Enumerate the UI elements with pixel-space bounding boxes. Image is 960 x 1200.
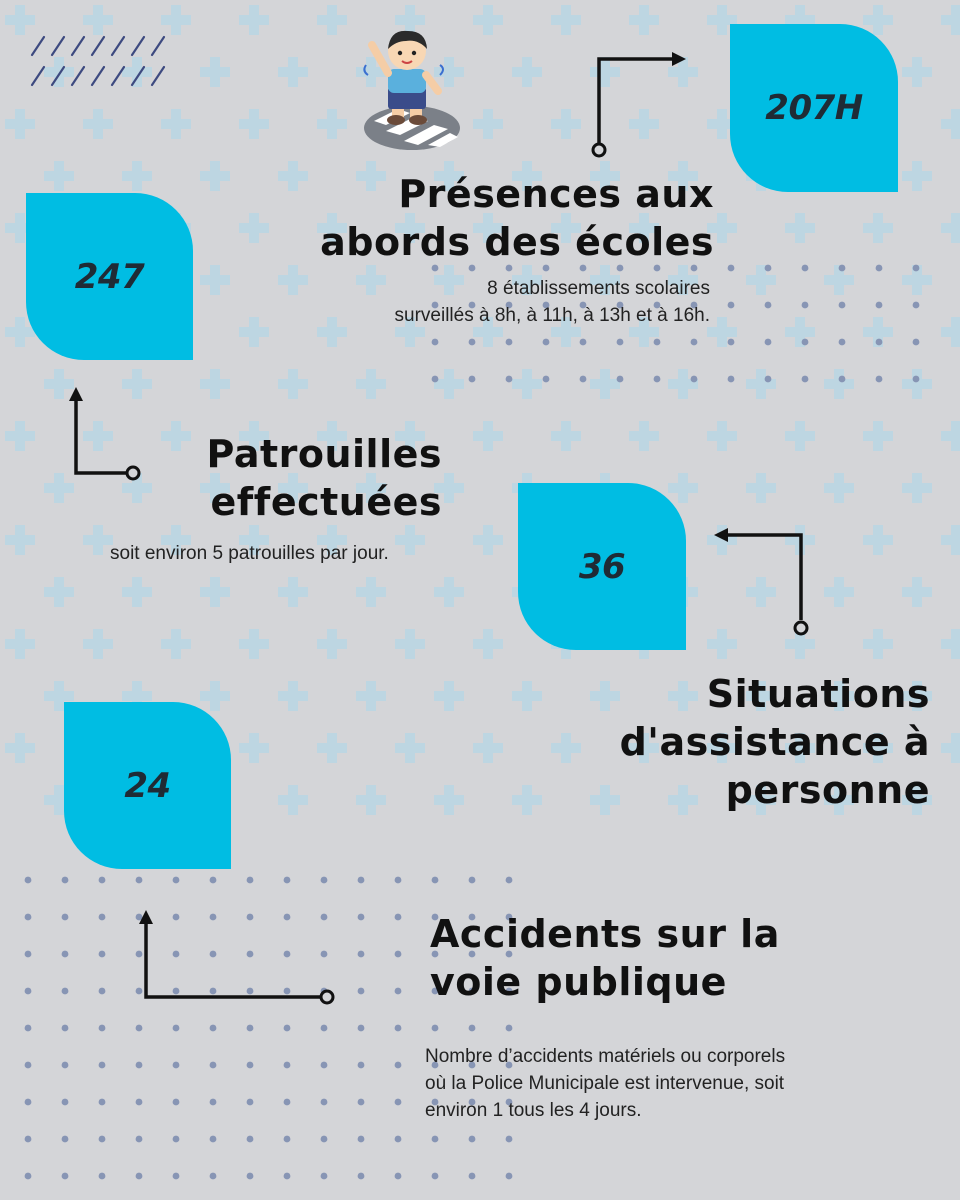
plus-mark <box>356 681 386 711</box>
description-line: Nombre d’accidents matériels ou corporels <box>425 1046 786 1067</box>
dot-mark <box>173 1025 180 1032</box>
title-line: Patrouilles <box>206 432 442 476</box>
dot-mark <box>432 376 439 383</box>
stat-title-patrols <box>206 430 442 526</box>
dot-mark <box>284 877 291 884</box>
dot-mark <box>839 376 846 383</box>
child-crossing-crosswalk-illustration <box>358 25 470 153</box>
stat-description-school-presence <box>395 275 710 329</box>
dot-mark <box>728 339 735 346</box>
dot-mark <box>358 951 365 958</box>
dot-mark <box>136 1173 143 1180</box>
dot-mark <box>99 914 106 921</box>
dot-mark <box>25 914 32 921</box>
dot-mark <box>913 265 920 272</box>
plus-mark <box>5 525 35 555</box>
dot-mark <box>395 877 402 884</box>
plus-mark <box>434 785 464 815</box>
dot-mark <box>210 1099 217 1106</box>
dot-mark <box>25 1099 32 1106</box>
dot-mark <box>99 1173 106 1180</box>
dot-mark <box>506 1173 513 1180</box>
dot-mark <box>247 877 254 884</box>
dot-mark <box>62 1062 69 1069</box>
dot-mark <box>432 877 439 884</box>
dot-mark <box>506 1136 513 1143</box>
dot-mark <box>913 339 920 346</box>
dot-mark <box>210 877 217 884</box>
dot-mark <box>580 376 587 383</box>
plus-mark <box>161 629 191 659</box>
plus-mark <box>746 265 776 295</box>
dot-mark <box>839 339 846 346</box>
plus-mark <box>278 369 308 399</box>
plus-mark <box>473 733 503 763</box>
stat-box-patrols <box>26 193 193 360</box>
plus-mark <box>278 681 308 711</box>
stat-box-school-presence <box>730 24 898 192</box>
dot-mark <box>543 376 550 383</box>
dot-mark <box>247 1099 254 1106</box>
stat-value: 36 <box>578 546 626 587</box>
dot-mark <box>876 376 883 383</box>
plus-mark <box>473 5 503 35</box>
description-line: surveillés à 8h, à 11h, à 13h et à 16h. <box>394 305 710 326</box>
plus-mark <box>83 109 113 139</box>
dot-mark <box>506 339 513 346</box>
plus-mark <box>746 473 776 503</box>
plus-mark <box>473 629 503 659</box>
title-line: Présences aux <box>398 172 714 216</box>
dot-mark <box>358 1062 365 1069</box>
dot-mark <box>432 1025 439 1032</box>
plus-mark <box>239 733 269 763</box>
plus-mark <box>512 785 542 815</box>
dot-mark <box>654 376 661 383</box>
dot-mark <box>839 302 846 309</box>
dot-mark <box>839 265 846 272</box>
dot-mark <box>469 339 476 346</box>
plus-mark <box>629 421 659 451</box>
dot-mark <box>321 877 328 884</box>
dot-mark <box>136 1062 143 1069</box>
plus-mark <box>356 265 386 295</box>
dot-mark <box>358 988 365 995</box>
title-line: Accidents sur la <box>430 912 780 956</box>
plus-mark <box>473 109 503 139</box>
dot-mark <box>876 302 883 309</box>
plus-mark <box>434 681 464 711</box>
plus-mark <box>317 629 347 659</box>
dot-mark <box>358 877 365 884</box>
plus-mark <box>902 473 932 503</box>
dot-mark <box>876 339 883 346</box>
dot-mark <box>136 1099 143 1106</box>
dot-mark <box>469 1025 476 1032</box>
dot-mark <box>358 1025 365 1032</box>
plus-mark <box>902 369 932 399</box>
dot-mark <box>469 1173 476 1180</box>
dot-mark <box>395 1136 402 1143</box>
dot-mark <box>358 1173 365 1180</box>
title-line: effectuées <box>210 480 442 524</box>
dot-mark <box>173 877 180 884</box>
dot-mark <box>395 1025 402 1032</box>
dot-mark <box>99 1136 106 1143</box>
plus-mark <box>590 785 620 815</box>
dot-mark <box>728 265 735 272</box>
title-line: abords des écoles <box>320 220 714 264</box>
plus-mark <box>317 5 347 35</box>
plus-mark <box>200 577 230 607</box>
plus-mark <box>629 5 659 35</box>
dot-mark <box>210 1025 217 1032</box>
dot-mark <box>25 1173 32 1180</box>
dot-mark <box>469 1136 476 1143</box>
dot-mark <box>136 1136 143 1143</box>
dot-mark <box>802 265 809 272</box>
stat-title-school-presence <box>320 170 714 266</box>
dot-mark <box>432 1173 439 1180</box>
dot-mark <box>395 1062 402 1069</box>
dot-mark <box>395 914 402 921</box>
dot-mark <box>321 1099 328 1106</box>
plus-mark <box>941 317 960 347</box>
dot-mark <box>25 1062 32 1069</box>
plus-mark <box>239 629 269 659</box>
plus-mark <box>902 577 932 607</box>
dot-mark <box>802 376 809 383</box>
dot-mark <box>321 1025 328 1032</box>
plus-mark <box>5 629 35 659</box>
dot-mark <box>358 1099 365 1106</box>
plus-mark <box>590 681 620 711</box>
dot-mark <box>913 376 920 383</box>
stat-title-accidents <box>430 910 780 1006</box>
plus-mark <box>83 629 113 659</box>
dot-mark <box>62 877 69 884</box>
plus-mark <box>863 421 893 451</box>
plus-mark <box>161 5 191 35</box>
dot-mark <box>802 339 809 346</box>
plus-mark <box>122 161 152 191</box>
dot-mark <box>469 376 476 383</box>
dot-mark <box>99 1025 106 1032</box>
hatch-lines-icon <box>30 35 170 90</box>
dot-mark <box>247 1136 254 1143</box>
dot-mark <box>62 988 69 995</box>
plus-mark <box>161 109 191 139</box>
plus-mark <box>200 57 230 87</box>
plus-mark <box>551 421 581 451</box>
dot-mark <box>247 1062 254 1069</box>
plus-mark <box>785 213 815 243</box>
dot-mark <box>62 1173 69 1180</box>
plus-mark <box>902 161 932 191</box>
plus-mark <box>278 57 308 87</box>
plus-mark <box>941 421 960 451</box>
dot-mark <box>358 914 365 921</box>
dot-mark <box>25 1136 32 1143</box>
dot-mark <box>62 1025 69 1032</box>
dot-mark <box>617 376 624 383</box>
plus-mark <box>122 577 152 607</box>
stat-title-assistance <box>620 670 930 814</box>
plus-mark <box>863 525 893 555</box>
dot-mark <box>506 1025 513 1032</box>
dot-mark <box>136 877 143 884</box>
dot-mark <box>136 1025 143 1032</box>
plus-mark <box>473 525 503 555</box>
dot-mark <box>284 1025 291 1032</box>
dot-mark <box>543 339 550 346</box>
plus-mark <box>941 109 960 139</box>
dot-mark <box>173 1136 180 1143</box>
title-line: Situations <box>706 672 930 716</box>
plus-mark <box>941 5 960 35</box>
plus-mark <box>5 733 35 763</box>
stat-value: 207H <box>765 88 863 128</box>
stat-box-accidents <box>64 702 231 869</box>
dot-mark <box>432 339 439 346</box>
dot-mark <box>247 1025 254 1032</box>
dot-mark <box>765 302 772 309</box>
plus-mark <box>356 369 386 399</box>
dot-mark <box>506 877 513 884</box>
plus-mark <box>512 369 542 399</box>
dot-mark <box>395 951 402 958</box>
dot-mark <box>247 1173 254 1180</box>
plus-mark <box>278 577 308 607</box>
dot-mark <box>62 951 69 958</box>
stat-value: 24 <box>124 765 171 806</box>
plus-mark <box>863 629 893 659</box>
plus-mark <box>44 577 74 607</box>
dot-mark <box>580 339 587 346</box>
plus-mark <box>746 369 776 399</box>
plus-mark <box>512 681 542 711</box>
plus-mark <box>395 733 425 763</box>
dot-mark <box>62 1136 69 1143</box>
connector-arrow-icon <box>135 908 340 1008</box>
dot-mark <box>99 877 106 884</box>
dot-mark <box>25 951 32 958</box>
plus-mark <box>161 421 191 451</box>
dot-mark <box>691 376 698 383</box>
description-line: environ 1 tous les 4 jours. <box>425 1100 642 1121</box>
plus-mark <box>278 265 308 295</box>
title-line: d'assistance à <box>619 720 930 764</box>
dot-mark <box>284 1062 291 1069</box>
plus-mark <box>200 681 230 711</box>
plus-mark <box>785 317 815 347</box>
dot-mark <box>99 1099 106 1106</box>
dot-mark <box>802 302 809 309</box>
plus-mark <box>902 57 932 87</box>
dot-mark <box>99 988 106 995</box>
plus-mark <box>278 161 308 191</box>
stat-value: 247 <box>74 256 145 297</box>
plus-mark <box>5 109 35 139</box>
dot-mark <box>99 951 106 958</box>
stat-description-accidents <box>425 1043 785 1124</box>
plus-mark <box>512 57 542 87</box>
dot-mark <box>173 1173 180 1180</box>
dot-mark <box>728 376 735 383</box>
title-line: voie publique <box>430 960 727 1004</box>
dot-mark <box>395 1099 402 1106</box>
dot-mark <box>395 1173 402 1180</box>
dot-mark <box>432 1136 439 1143</box>
plus-mark <box>278 785 308 815</box>
plus-mark <box>200 265 230 295</box>
dot-mark <box>284 1099 291 1106</box>
plus-mark <box>824 577 854 607</box>
dot-mark <box>321 1062 328 1069</box>
dot-mark <box>913 302 920 309</box>
dot-mark <box>358 1136 365 1143</box>
plus-mark <box>317 733 347 763</box>
dot-mark <box>617 339 624 346</box>
dot-mark <box>321 1136 328 1143</box>
plus-mark <box>83 525 113 555</box>
plus-mark <box>941 629 960 659</box>
dot-mark <box>25 877 32 884</box>
plus-mark <box>824 473 854 503</box>
plus-mark <box>239 213 269 243</box>
dot-mark <box>765 265 772 272</box>
dot-mark <box>173 1099 180 1106</box>
description-line: soit environ 5 patrouilles par jour. <box>110 543 389 564</box>
stat-box-assistance <box>518 483 686 650</box>
dot-mark <box>395 988 402 995</box>
connector-arrow-icon <box>590 50 690 160</box>
plus-mark <box>941 525 960 555</box>
plus-mark <box>395 629 425 659</box>
dot-mark <box>691 339 698 346</box>
plus-mark <box>83 5 113 35</box>
plus-mark <box>356 577 386 607</box>
plus-mark <box>941 733 960 763</box>
dot-mark <box>99 1062 106 1069</box>
dot-mark <box>765 376 772 383</box>
dot-mark <box>876 265 883 272</box>
dot-mark <box>25 988 32 995</box>
dot-mark <box>62 1099 69 1106</box>
dot-mark <box>210 1062 217 1069</box>
plus-mark <box>239 5 269 35</box>
title-line: personne <box>725 768 930 812</box>
dot-mark <box>765 339 772 346</box>
dot-mark <box>210 1136 217 1143</box>
plus-mark <box>434 577 464 607</box>
connector-arrow-icon <box>712 520 812 640</box>
stat-description-patrols <box>110 540 389 567</box>
dot-mark <box>173 1062 180 1069</box>
plus-mark <box>317 109 347 139</box>
dot-mark <box>654 339 661 346</box>
plus-mark <box>5 421 35 451</box>
dot-mark <box>469 877 476 884</box>
plus-mark <box>434 369 464 399</box>
dot-mark <box>25 1025 32 1032</box>
plus-mark <box>824 369 854 399</box>
plus-mark <box>863 213 893 243</box>
plus-mark <box>239 317 269 347</box>
connector-arrow-icon <box>65 385 145 485</box>
dot-mark <box>210 1173 217 1180</box>
plus-mark <box>941 213 960 243</box>
dot-mark <box>62 914 69 921</box>
plus-mark <box>200 369 230 399</box>
plus-mark <box>668 369 698 399</box>
plus-mark <box>668 473 698 503</box>
plus-mark <box>707 421 737 451</box>
plus-mark <box>785 421 815 451</box>
plus-mark <box>551 109 581 139</box>
plus-mark <box>551 5 581 35</box>
plus-mark <box>356 785 386 815</box>
plus-mark <box>317 317 347 347</box>
dot-mark <box>321 1173 328 1180</box>
dot-mark <box>284 1136 291 1143</box>
plus-mark <box>395 525 425 555</box>
plus-mark <box>239 109 269 139</box>
plus-mark <box>590 369 620 399</box>
dot-mark <box>506 376 513 383</box>
plus-mark <box>44 161 74 191</box>
plus-mark <box>200 161 230 191</box>
description-line: 8 établissements scolaires <box>487 278 710 299</box>
plus-mark <box>5 5 35 35</box>
plus-mark <box>551 733 581 763</box>
plus-mark <box>473 421 503 451</box>
dot-mark <box>728 302 735 309</box>
dot-mark <box>284 1173 291 1180</box>
description-line: où la Police Municipale est intervenue, soit <box>425 1073 785 1094</box>
